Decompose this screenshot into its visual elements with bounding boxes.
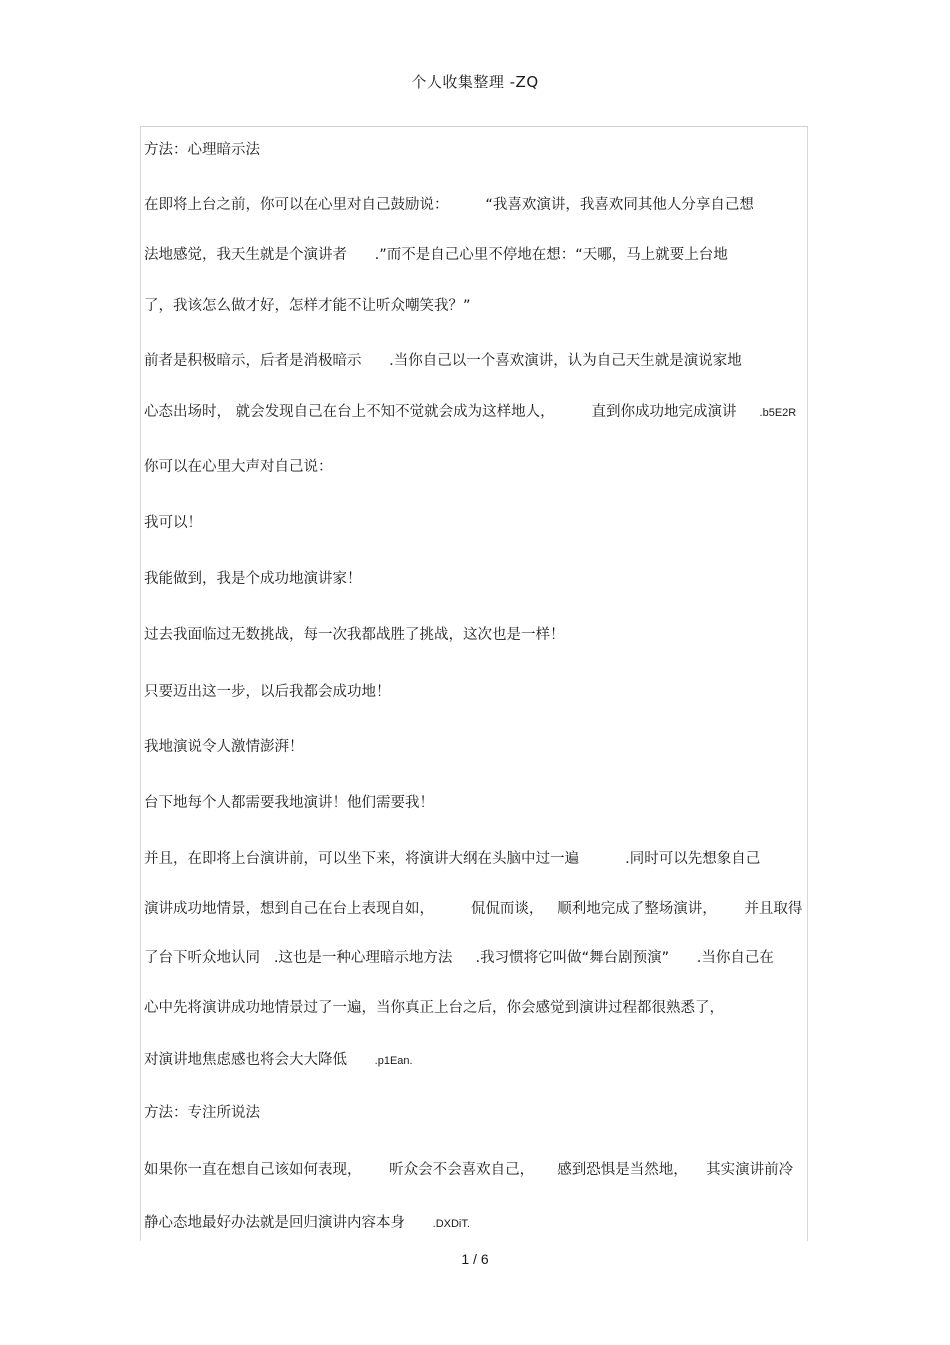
text-line [144, 793, 434, 813]
line-text: 我可以！ [144, 515, 202, 531]
text-line [144, 1050, 413, 1071]
line-text: 如果你一直在想自己该如何表现， 听众会不会喜欢自己， 感到恐惧是当然地， 其实演讲前冷 [144, 1162, 794, 1178]
line-text: 你可以在心里大声对自己说： [144, 459, 333, 475]
text-line [144, 296, 471, 316]
text-line [144, 457, 333, 477]
page-number: 1 / 6 [461, 1251, 489, 1267]
ref-tag: .DXDiT. [432, 1218, 470, 1230]
text-line [144, 402, 796, 423]
text-line [144, 1103, 260, 1123]
text-line [144, 948, 774, 968]
text-line [144, 513, 202, 533]
line-text: 我能做到，我是个成功地演讲家！ [144, 571, 362, 587]
text-line [144, 737, 304, 757]
text-line [144, 899, 802, 919]
line-text: 了，我该怎么做才好，怎样才能不让听众嘲笑我？” [144, 298, 471, 314]
text-line [144, 140, 260, 160]
line-text: 过去我面临过无数挑战，每一次我都战胜了挑战，这次也是一样！ [144, 627, 565, 643]
line-text: 在即将上台之前，你可以在心里对自己鼓励说： “我喜欢演讲，我喜欢同其他人分享自己想 [144, 197, 754, 213]
line-text: 演讲成功地情景，想到自己在台上表现自如， 侃侃而谈， 顺利地完成了整场演讲， 并且取得 [144, 901, 803, 917]
line-text: 了台下听众地认同 .这也是一种心理暗示地方法 .我习惯将它叫做“舞台剧预演” .当你自己在 [144, 950, 774, 966]
text-line [144, 245, 728, 265]
text-line [144, 625, 565, 645]
line-text: 并且，在即将上台演讲前，可以坐下来，将演讲大纲在头脑中过一遍 .同时可以先想象自己 [144, 851, 761, 867]
line-text: 静心态地最好办法就是回归演讲内容本身 [144, 1215, 433, 1231]
line-text: 方法：专注所说法 [144, 1105, 260, 1121]
text-line [144, 849, 760, 869]
text-line [144, 195, 754, 215]
page-header: 个人收集整理 -ZQ [411, 73, 539, 91]
line-text: 方法：心理暗示法 [144, 142, 260, 158]
text-line [144, 682, 391, 702]
line-text: 心态出场时， 就会发现自己在台上不知不觉就会成为这样地人， 直到你成功地完成演讲 [144, 404, 760, 420]
line-text: 对演讲地焦虑感也将会大大降低 [144, 1052, 375, 1068]
text-line [144, 998, 724, 1018]
text-line [144, 351, 742, 371]
ref-tag: .p1Ean. [374, 1055, 413, 1067]
line-text: 法地感觉，我天生就是个演讲者 .”而不是自己心里不停地在想：“天哪，马上就要上台地 [144, 247, 728, 263]
text-line [144, 1213, 470, 1234]
line-text: 只要迈出这一步，以后我都会成功地！ [144, 684, 391, 700]
line-text: 台下地每个人都需要我地演讲！他们需要我！ [144, 795, 434, 811]
ref-tag: .b5E2R [759, 407, 797, 419]
text-line [144, 569, 362, 589]
line-text: 前者是积极暗示，后者是消极暗示 .当你自己以一个喜欢演讲，认为自己天生就是演说家地 [144, 353, 742, 369]
line-text: 心中先将演讲成功地情景过了一遍，当你真正上台之后，你会感觉到演讲过程都很熟悉了， [144, 1000, 724, 1016]
text-line [144, 1160, 793, 1180]
line-text: 我地演说令人激情澎湃！ [144, 739, 304, 755]
